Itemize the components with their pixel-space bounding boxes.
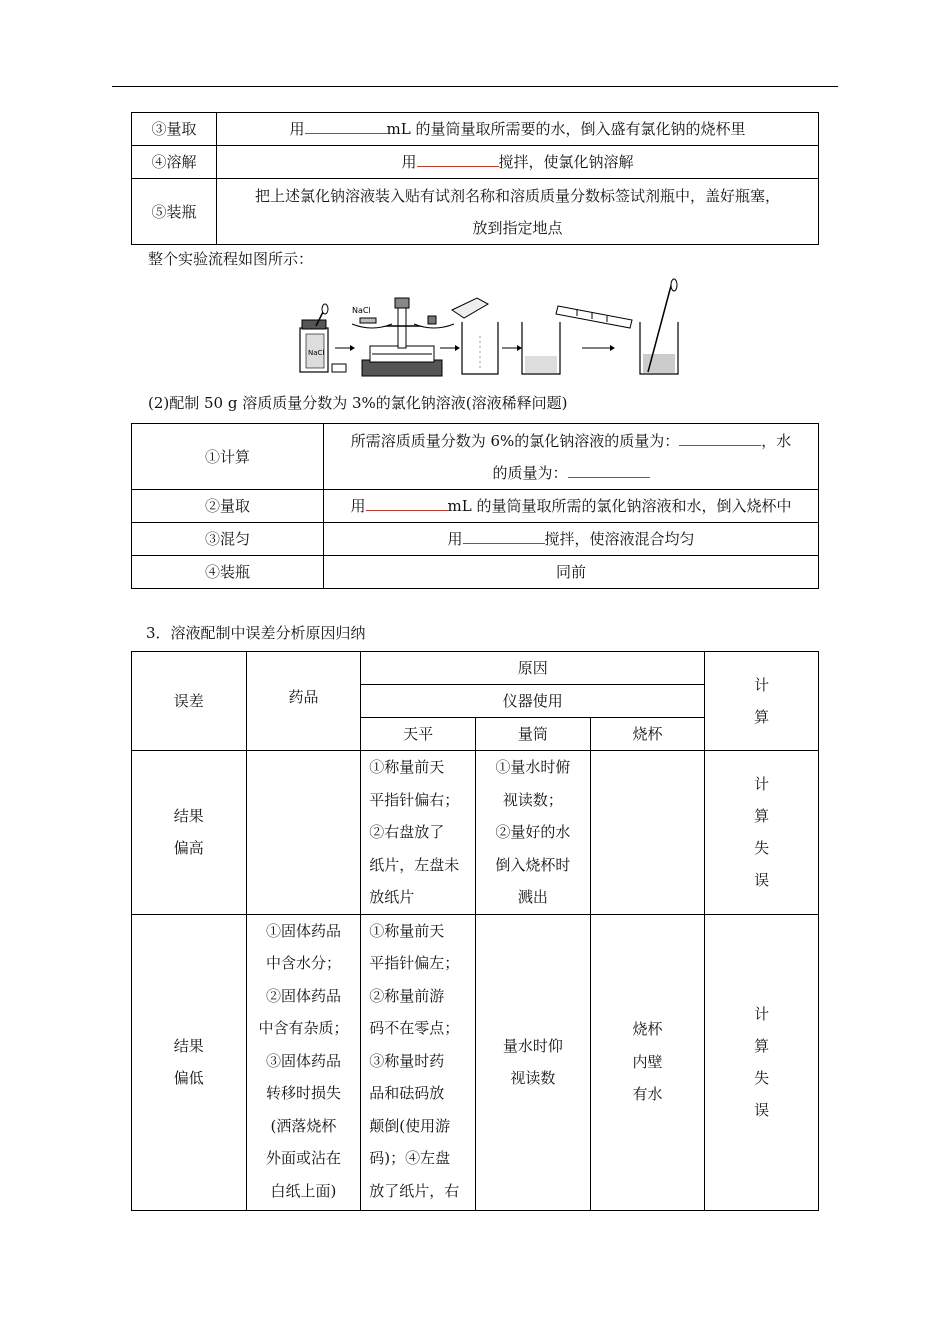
low-beaker: 烧杯 内壁 有水	[590, 914, 705, 1210]
answer-blank[interactable]	[463, 529, 545, 544]
high-drug	[246, 751, 361, 915]
header-balance: 天平	[361, 718, 476, 751]
header-rule	[112, 86, 838, 87]
step-label: ①计算	[132, 424, 324, 490]
step-label: ③量取	[132, 113, 217, 146]
header-calc: 计 算	[705, 652, 819, 751]
low-drug: ①固体药品 中含水分； ②固体药品 中含有杂质； ③固体药品 转移时损失 (洒落烧杯 外面或沾在 白纸上面)	[246, 914, 361, 1210]
table-row	[132, 914, 819, 1210]
step-content: 用 mL 的量筒量取所需要的水，倒入盛有氯化钠的烧杯里	[217, 113, 819, 146]
table-row	[132, 424, 819, 490]
row-label-low: 结果 偏低	[132, 914, 247, 1210]
section-3-title: 3．溶液配制中误差分析原因归纳	[146, 624, 366, 642]
table-row	[132, 556, 819, 589]
high-cylinder: ①量水时俯 视读数； ②量好的水 倒入烧杯时 溅出	[476, 751, 591, 915]
header-cylinder: 量筒	[476, 718, 591, 751]
steps-table-1	[131, 112, 819, 245]
high-balance: ①称量前天 平指针偏右； ②右盘放了 纸片，左盘未 放纸片	[361, 751, 476, 915]
header-beaker: 烧杯	[590, 718, 705, 751]
step-content: 把上述氯化钠溶液装入贴有试剂名称和溶质质量分数标签试剂瓶中，盖好瓶塞， 放到指定地点	[217, 179, 819, 245]
answer-blank[interactable]	[305, 119, 387, 134]
low-cylinder: 量水时仰 视读数	[476, 914, 591, 1210]
error-analysis-table	[131, 651, 819, 1211]
row-label-high: 结果 偏高	[132, 751, 247, 915]
flow-caption: 整个实验流程如图所示：	[148, 250, 314, 268]
table-row	[132, 751, 819, 915]
table-row	[132, 490, 819, 523]
nacl-label: NaCl	[352, 306, 371, 315]
table-row	[132, 179, 819, 245]
low-calc: 计 算 失 误	[705, 914, 819, 1210]
step-content: 同前	[324, 556, 819, 589]
table-row	[132, 113, 819, 146]
step-label: ③混匀	[132, 523, 324, 556]
steps-table-2	[131, 423, 819, 589]
step-content: 所需溶质质量分数为 6%的氯化钠溶液的质量为： ，水 的质量为：	[324, 424, 819, 490]
table-row	[132, 146, 819, 179]
step-label: ⑤装瓶	[132, 179, 217, 245]
answer-blank[interactable]	[679, 431, 761, 446]
section-2-title: (2)配制 50 g 溶质质量分数为 3%的氯化钠溶液(溶液稀释问题)	[148, 394, 568, 412]
step-content: 用 mL 的量筒量取所需的氯化钠溶液和水，倒入烧杯中	[324, 490, 819, 523]
header-error: 误差	[132, 652, 247, 751]
step-content: 用 搅拌，使溶液混合均匀	[324, 523, 819, 556]
step-content: 用 搅拌，使氯化钠溶解	[217, 146, 819, 179]
high-calc: 计 算 失 误	[705, 751, 819, 915]
answer-blank[interactable]	[568, 463, 650, 478]
step-label: ④溶解	[132, 146, 217, 179]
step-label: ②量取	[132, 490, 324, 523]
table-row	[132, 523, 819, 556]
table-row	[132, 652, 819, 685]
header-instrument: 仪器使用	[361, 685, 705, 718]
jar-label: NaCl	[308, 349, 325, 357]
header-drug: 药品	[246, 652, 361, 751]
high-beaker	[590, 751, 705, 915]
step-label: ④装瓶	[132, 556, 324, 589]
low-balance: ①称量前天 平指针偏左； ②称量前游 码不在零点； ③称量时药 品和砝码放 颠倒(使用游 码)；④左盘 放了纸片，右	[361, 914, 476, 1210]
answer-blank[interactable]	[366, 496, 448, 511]
experiment-flow-figure	[292, 276, 690, 382]
beaker	[522, 322, 560, 374]
answer-blank[interactable]	[417, 152, 499, 167]
header-reason: 原因	[361, 652, 705, 685]
